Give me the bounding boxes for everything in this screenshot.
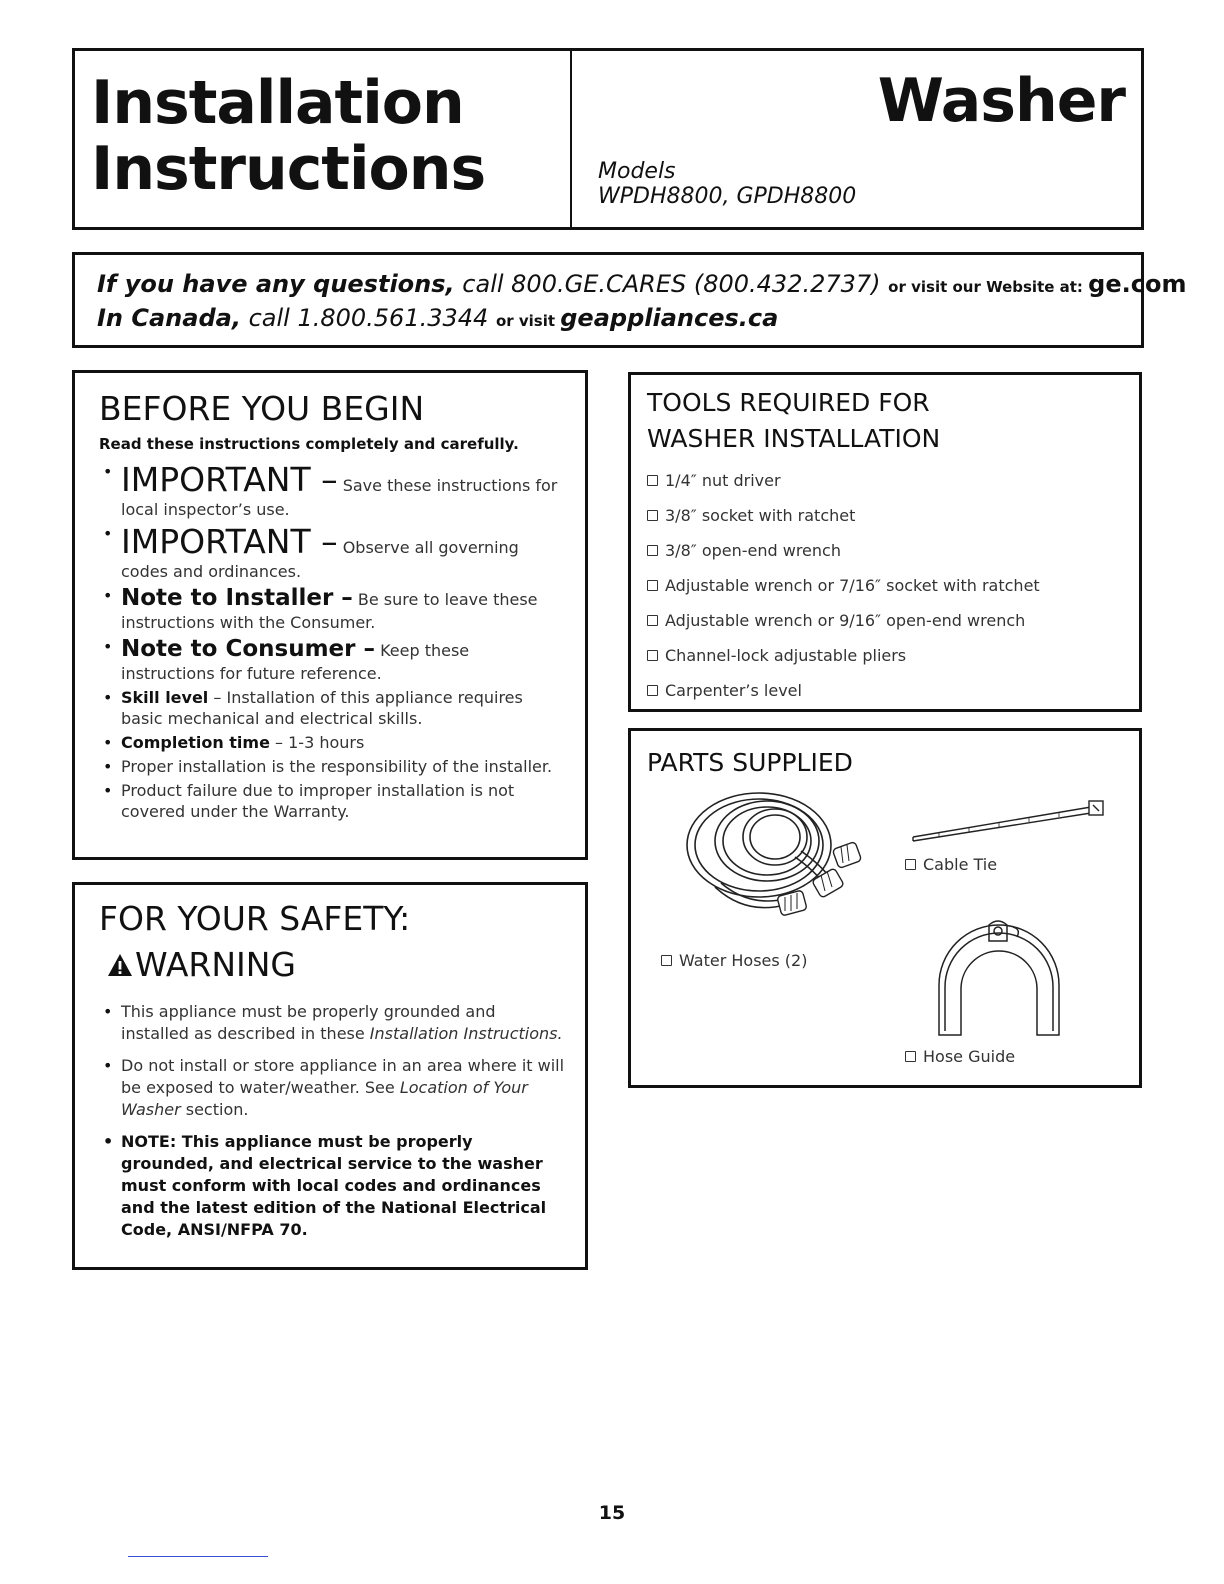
tool-label: 1/4″ nut driver: [665, 471, 781, 490]
footer-rule: [128, 1556, 268, 1557]
item-italic: Installation Instructions.: [369, 1024, 563, 1043]
tool-label: Adjustable wrench or 9/16″ open-end wrench: [665, 611, 1026, 630]
list-item: [99, 1055, 567, 1121]
item-tail: section.: [180, 1100, 249, 1119]
part-label: Cable Tie: [923, 855, 998, 874]
title-box: [72, 48, 572, 230]
hose-guide-item: [905, 1047, 1015, 1066]
item-text: Product failure due to improper installation is not covered under the Warranty.: [121, 781, 515, 821]
warning-triangle-icon: [107, 953, 133, 977]
tool-label: Channel-lock adjustable pliers: [665, 646, 907, 665]
item-text: This appliance must be properly grounded and installed as described in these: [121, 1002, 496, 1043]
tool-item: [647, 463, 1123, 498]
part-label: Hose Guide: [923, 1047, 1016, 1066]
list-item: [99, 585, 567, 633]
item-text: – 1-3 hours: [269, 733, 365, 752]
tool-item: [647, 498, 1123, 533]
item-text: NOTE: This appliance must be properly grounded, and electrical service to the washer must conform with local codes and ordinances and the latest edition of the National Electrical Code, ANSI/NFPA 70.: [121, 1132, 547, 1239]
checkbox-icon[interactable]: [647, 650, 658, 661]
checkbox-icon[interactable]: [647, 510, 658, 521]
important-label: IMPORTANT –: [121, 460, 338, 499]
warning-label: WARNING: [135, 945, 297, 984]
checkbox-icon[interactable]: [647, 545, 658, 556]
model-numbers: WPDH8800, GPDH8800: [598, 184, 857, 209]
section-subtitle: Read these instructions completely and carefully.: [99, 435, 519, 453]
item-text: Observe all governing codes and ordinances.: [121, 538, 519, 581]
tools-title-1: TOOLS REQUIRED FOR: [647, 388, 930, 417]
canada-visit: or visit: [495, 312, 561, 330]
safety-list: [99, 1001, 567, 1241]
title-line-2: Instructions: [91, 134, 486, 204]
item-text: Be sure to leave these instructions with the Consumer.: [121, 590, 538, 632]
item-lead: Skill level: [121, 688, 209, 707]
list-item: [99, 756, 567, 777]
tools-title-2: WASHER INSTALLATION: [647, 424, 941, 453]
tool-label: 3/8″ open-end wrench: [665, 541, 841, 560]
water-hoses-image: [675, 787, 865, 927]
parts-section: [628, 728, 1142, 1088]
checkbox-icon[interactable]: [905, 1051, 916, 1062]
tools-section: [628, 372, 1142, 712]
cable-tie-item: [905, 855, 997, 874]
checkbox-icon[interactable]: [647, 580, 658, 591]
tool-item: [647, 638, 1123, 673]
models-block: [598, 159, 856, 209]
tool-label: Carpenter’s level: [665, 681, 802, 700]
tool-item: [647, 673, 1123, 708]
before-list: [99, 461, 567, 822]
tool-item: [647, 568, 1123, 603]
tool-label: Adjustable wrench or 7/16″ socket with ratchet: [665, 576, 1040, 595]
hose-guide-image: [929, 915, 1069, 1045]
part-label: Water Hoses (2): [679, 951, 808, 970]
checkbox-icon[interactable]: [647, 685, 658, 696]
us-phone: call 800.GE.CARES (800.432.2737): [454, 270, 889, 298]
parts-title: PARTS SUPPLIED: [647, 748, 853, 777]
item-text: – Installation of this appliance requires basic mechanical and electrical skills.: [121, 688, 523, 728]
item-text: Do not install or store appliance in an area where it will be exposed to water/weather. See: [121, 1056, 565, 1097]
us-lead: If you have any questions,: [97, 270, 455, 298]
item-lead: Completion time: [121, 733, 270, 752]
checkbox-icon[interactable]: [647, 615, 658, 626]
models-label: Models: [598, 159, 676, 184]
cable-tie-image: [909, 787, 1109, 847]
item-italic: Location of Your Washer: [121, 1078, 528, 1119]
tool-label: 3/8″ socket with ratchet: [665, 506, 856, 525]
section-title: BEFORE YOU BEGIN: [99, 389, 425, 428]
product-box: [570, 48, 1144, 230]
checkbox-icon[interactable]: [647, 475, 658, 486]
tool-item: [647, 603, 1123, 638]
list-item: [99, 636, 567, 684]
safety-section: [72, 882, 588, 1270]
note-label: Note to Consumer –: [121, 636, 375, 662]
list-item: [99, 780, 567, 822]
product-name: Washer: [877, 66, 1125, 136]
item-text: Proper installation is the responsibility of the installer.: [121, 757, 553, 776]
item-text: Save these instructions for local inspector’s use.: [121, 476, 558, 519]
contact-bar: [72, 252, 1187, 348]
list-item: [99, 523, 567, 582]
list-item: [99, 461, 567, 520]
checkbox-icon[interactable]: [905, 859, 916, 870]
list-item: [99, 687, 567, 729]
before-you-begin-section: [72, 370, 588, 860]
item-text: Keep these instructions for future reference.: [121, 641, 470, 683]
title-line-1: Installation: [91, 68, 464, 138]
canada-website-link[interactable]: geappliances.ca: [560, 304, 779, 332]
us-website-link[interactable]: ge.com: [1088, 270, 1187, 298]
us-contact-line: [97, 269, 1187, 303]
page-number: 15: [598, 1502, 626, 1524]
list-item: [99, 1131, 567, 1241]
canada-phone: call 1.800.561.3344: [240, 304, 496, 332]
canada-lead: In Canada,: [97, 304, 241, 332]
checkbox-icon[interactable]: [661, 955, 672, 966]
list-item: [99, 732, 567, 753]
safety-title: FOR YOUR SAFETY:: [99, 899, 411, 938]
warning-heading: [107, 943, 567, 987]
note-label: Note to Installer –: [121, 585, 353, 611]
tool-item: [647, 533, 1123, 568]
list-item: [99, 1001, 567, 1045]
water-hoses-item: [661, 951, 807, 970]
tools-list: [647, 463, 1123, 708]
canada-contact-line: [97, 303, 1141, 337]
important-label: IMPORTANT –: [121, 522, 338, 561]
us-visit: or visit our Website at:: [888, 278, 1089, 296]
